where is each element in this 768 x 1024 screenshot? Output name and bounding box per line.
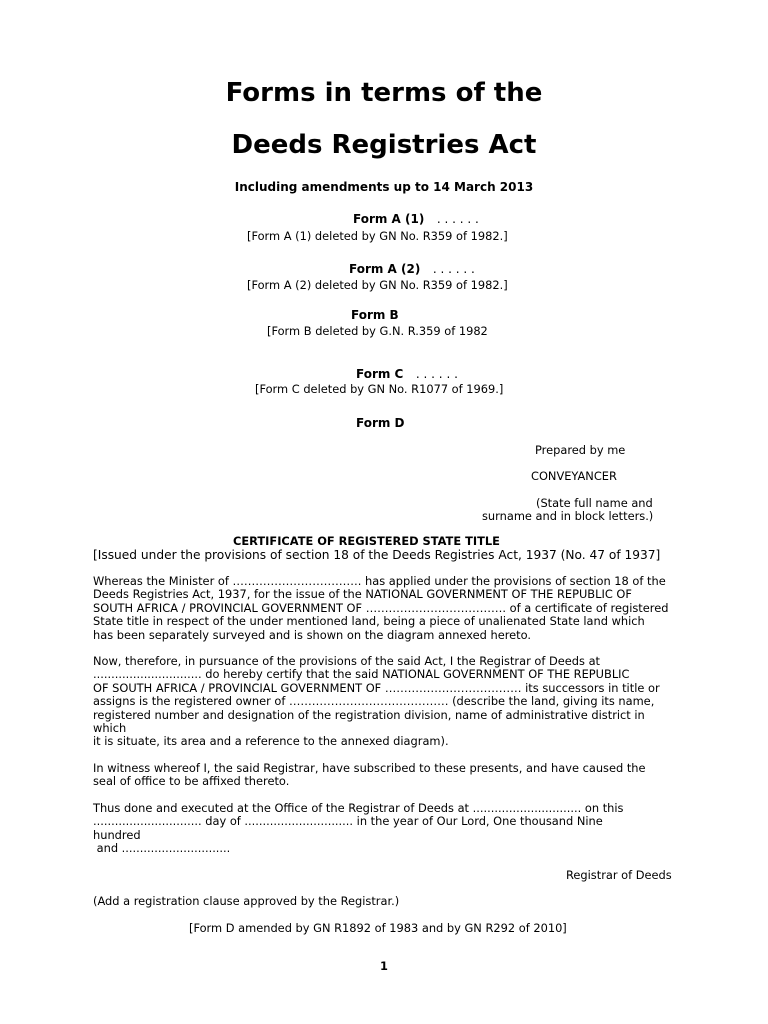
text-line: it is situate, its area and a reference to the annexed diagram). <box>93 734 449 749</box>
text-line: Deeds Registries Act, 1937, for the issue of the NATIONAL GOVERNMENT OF THE REPUBLIC OF <box>93 587 632 602</box>
text-line: SOUTH AFRICA / PROVINCIAL GOVERNMENT OF ………………………………. of a certificate of registered <box>93 600 669 615</box>
form-c-heading: Form C . . . . . . <box>356 367 458 381</box>
text-line: has been separately surveyed and is shown on the diagram annexed hereto. <box>93 627 531 642</box>
text-line: registered number and designation of the registration division, name of administrative district in <box>93 707 645 722</box>
certificate-heading: CERTIFICATE OF REGISTERED STATE TITLE <box>233 534 500 548</box>
title-line-1: Forms in terms of the <box>225 78 543 108</box>
registrar-signature-label: Registrar of Deeds <box>566 868 672 882</box>
conveyancer-label: CONVEYANCER <box>531 469 617 483</box>
text-line: which <box>93 721 127 736</box>
text-line: hundred <box>93 827 141 842</box>
paragraph-thus-done <box>93 802 673 856</box>
form-c-note: [Form C deleted by GN No. R1077 of 1969.] <box>255 382 504 396</box>
form-a2-note: [Form A (2) deleted by GN No. R359 of 1982.] <box>247 278 508 292</box>
text-line: .............................. day of .............................. in the year of Our Lord, One thousand Nine <box>93 814 603 829</box>
text-line: and .............................. <box>93 841 231 856</box>
registration-clause-note: (Add a registration clause approved by the Registrar.) <box>93 894 400 908</box>
text-line: State title in respect of the under mentioned land, being a piece of unalienated State land which <box>93 614 645 629</box>
text-line: Now, therefore, in pursuance of the provisions of the said Act, I the Registrar of Deeds at <box>93 654 601 668</box>
form-b-heading: Form B <box>351 308 399 322</box>
page-number: 1 <box>380 959 388 973</box>
text-line: Thus done and executed at the Office of the Registrar of Deeds at .............................. on this <box>93 801 624 815</box>
title-line-2: Deeds Registries Act <box>231 130 537 160</box>
text-line: seal of office to be affixed thereto. <box>93 774 290 789</box>
certificate-issued-note: [Issued under the provisions of section 18 of the Deeds Registries Act, 1937 (No. 47 of 1937] <box>93 548 661 562</box>
subtitle: Including amendments up to 14 March 2013 <box>234 180 534 194</box>
paragraph-whereas <box>93 575 673 642</box>
text-line: In witness whereof I, the said Registrar, have subscribed to these presents, and have caused the <box>93 761 646 775</box>
paragraph-witness <box>93 762 673 789</box>
form-a1-heading: Form A (1) . . . . . . <box>353 212 479 226</box>
paragraph-now-therefore <box>93 655 673 749</box>
text-line: Whereas the Minister of ……………………………. has applied under the provisions of section 18 of the <box>93 574 666 588</box>
text-line: assigns is the registered owner of …………………………………… (describe the land, giving its name, <box>93 694 655 709</box>
state-name-instruction: (State full name and <box>536 496 653 510</box>
form-a2-heading: Form A (2) . . . . . . <box>349 262 475 276</box>
text-line: OF SOUTH AFRICA / PROVINCIAL GOVERNMENT OF ……………………………… its successors in title or <box>93 680 660 695</box>
form-d-heading: Form D <box>356 416 405 430</box>
form-b-note: [Form B deleted by G.N. R.359 of 1982 <box>267 324 488 338</box>
text-line: .............................. do hereby certify that the said NATIONAL GOVERNMENT OF THE REPUBLIC <box>93 667 630 682</box>
form-d-amended-note: [Form D amended by GN R1892 of 1983 and by GN R292 of 2010] <box>189 921 567 935</box>
form-a1-note: [Form A (1) deleted by GN No. R359 of 1982.] <box>247 229 508 243</box>
prepared-by-label: Prepared by me <box>535 443 626 457</box>
block-letters-instruction: surname and in block letters.) <box>482 509 654 523</box>
